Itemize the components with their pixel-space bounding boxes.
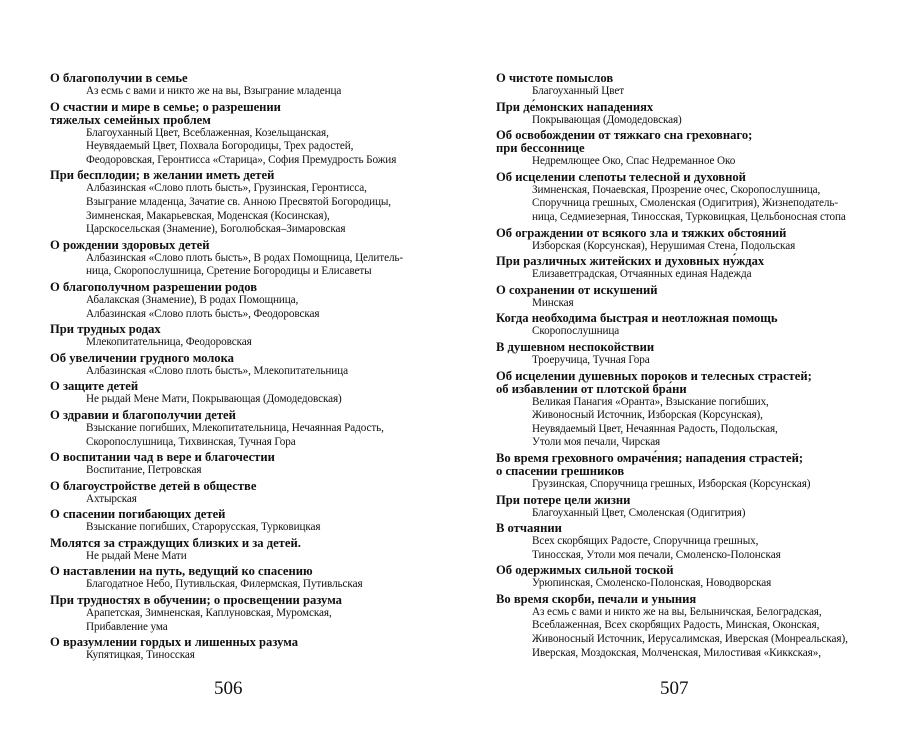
entry-heading: При де́монских нападениях bbox=[496, 99, 654, 114]
entry-heading: При различных житейских и духовных ну́ждах bbox=[496, 254, 765, 269]
entry-heading: В душевном неспокойствии bbox=[496, 339, 655, 354]
icon-list-line: Взыскание погибших, Млекопитательница, Нечаянная Радость, bbox=[86, 421, 384, 434]
page-number-right: 507 bbox=[660, 678, 689, 699]
icon-list-line: Взыграние младенца, Зачатие св. Анною Пресвятой Богородицы, bbox=[86, 195, 391, 208]
entry bbox=[496, 171, 860, 225]
entry bbox=[50, 409, 412, 449]
icon-list-line: Неувядаемый Цвет, Похвала Богородицы, Трех радостей, bbox=[86, 140, 354, 153]
entry-heading: О сохранении от искушений bbox=[496, 282, 658, 297]
entry bbox=[50, 169, 412, 236]
icon-list-line: Не рыдай Мене Мати, Покрывающая (Домодедовская) bbox=[86, 393, 342, 406]
entry-heading: Во время греховного омраче́ния; нападения страстей; bbox=[496, 450, 804, 465]
entry bbox=[496, 494, 860, 521]
icon-list-line: Урюпинская, Смоленско-Полонская, Новодворская bbox=[532, 577, 772, 590]
entry-heading: при бессоннице bbox=[496, 141, 585, 156]
entry bbox=[50, 537, 412, 564]
entry bbox=[50, 565, 412, 592]
icon-list-line: Живоносный Источник, Изборская (Корсунская), bbox=[532, 409, 763, 422]
entry-heading: Об одержимых сильной тоской bbox=[496, 563, 674, 578]
entry-heading: О наставлении на путь, ведущий ко спасению bbox=[50, 564, 313, 579]
entry-heading: О здравии и благополучии детей bbox=[50, 407, 236, 422]
icon-list-line: Абалакская (Знамение), В родах Помощница, bbox=[86, 293, 299, 306]
entry bbox=[50, 480, 412, 507]
entry-heading: О рождении здоровых детей bbox=[50, 237, 210, 252]
entry-heading: При трудностях в обучении; о просвещении разума bbox=[50, 593, 342, 608]
icon-list-line: Царскосельская (Знамение), Боголюбская–Зимаровская bbox=[86, 223, 346, 236]
icon-list-line: Прибавление ума bbox=[86, 620, 168, 633]
icon-list-line: Великая Панагия «Оранта», Взыскание погибших, bbox=[532, 395, 769, 408]
entry-heading: О воспитании чад в вере и благочестии bbox=[50, 450, 275, 465]
entry bbox=[50, 508, 412, 535]
entry-heading: Об увеличении грудного молока bbox=[50, 350, 234, 365]
icon-list-line: Албазинская «Слово плоть бысть», Феодоровская bbox=[86, 307, 320, 320]
entry-heading: о спасении грешников bbox=[496, 463, 625, 478]
entry bbox=[50, 323, 412, 350]
icon-list-line: Аз есмь с вами и никто же на вы, Взыграние младенца bbox=[86, 85, 342, 97]
page-number-left: 506 bbox=[214, 678, 243, 699]
icon-list-line: Взыскание погибших, Старорусская, Турковицкая bbox=[86, 521, 321, 534]
entry bbox=[496, 227, 860, 254]
entry bbox=[496, 452, 860, 492]
entry bbox=[496, 101, 860, 128]
icon-list-line: Недремлющее Око, Спас Недреманное Око bbox=[532, 155, 736, 168]
icon-list-line: Албазинская «Слово плоть бысть», Млекопитательница bbox=[86, 364, 348, 377]
entry bbox=[50, 352, 412, 379]
icon-list-line: Изборская (Корсунская), Нерушимая Стена, Подольская bbox=[532, 239, 796, 252]
entry-heading: Об исцелении душевных пороков и телесных страстей; bbox=[496, 368, 812, 383]
entry-heading: О благополучии в семье bbox=[50, 71, 188, 85]
entry-heading: О благоустройстве детей в обществе bbox=[50, 478, 257, 493]
icon-list-line: Феодоровская, Геронтисса «Старица», София Премудрость Божия bbox=[86, 153, 397, 166]
icon-list-line: Утоли моя печали, Чирская bbox=[532, 436, 661, 449]
entry bbox=[50, 636, 412, 663]
entry-heading: Во время скорби, печали и уныния bbox=[496, 591, 697, 606]
icon-list-line: Благоуханный Цвет, Всеблаженная, Козельщанская, bbox=[86, 126, 329, 139]
entry-heading: Когда необходима быстрая и неотложная помощь bbox=[496, 311, 778, 326]
entry bbox=[50, 72, 412, 99]
icon-list-line: Тиносская, Утоли моя печали, Смоленско-Полонская bbox=[532, 548, 781, 561]
entry-heading: При потере цели жизни bbox=[496, 492, 631, 507]
icon-list-line: Воспитание, Петровская bbox=[86, 464, 202, 477]
entry-heading: Об ограждении от всякого зла и тяжких обстояний bbox=[496, 225, 787, 240]
entry bbox=[496, 564, 860, 591]
icon-list-line: Споручница грешных, Смоленская (Одигитрия), Жизнеподатель- bbox=[532, 197, 839, 210]
icon-list-line: ница, Скоропослушница, Сретение Богородицы и Елисаветы bbox=[86, 265, 372, 278]
icon-list-line: Ахтырская bbox=[86, 492, 137, 505]
icon-list-line: Покрывающая (Домодедовская) bbox=[532, 113, 682, 126]
entry-heading: об избавлении от плотской бра́ни bbox=[496, 381, 687, 396]
entry bbox=[496, 284, 860, 311]
icon-list-line: Зимненская, Макарьевская, Моденская (Косинская), bbox=[86, 209, 330, 222]
entry bbox=[496, 370, 860, 450]
left-page bbox=[50, 72, 412, 665]
icon-list-line: ница, Седмиезерная, Тиносская, Турковицкая, Цельбоносная стопа bbox=[532, 210, 846, 223]
entry bbox=[496, 72, 860, 99]
entry-heading: О чистоте помыслов bbox=[496, 71, 614, 85]
entry-heading: О защите детей bbox=[50, 379, 139, 394]
icon-list-line: Скоропослушница, Тихвинская, Тучная Гора bbox=[86, 435, 296, 448]
entry-heading: Об освобождении от тяжкаго сна греховнаго; bbox=[496, 128, 753, 143]
icon-list-line: Купятицкая, Тиносская bbox=[86, 649, 195, 662]
icon-list-line: Елизаветградская, Отчаянных единая Надежда bbox=[532, 268, 752, 281]
icon-list-line: Всех скорбящих Радосте, Споручница грешных, bbox=[532, 535, 759, 548]
entry-heading: В отчаянии bbox=[496, 521, 562, 536]
icon-list-line: Албазинская «Слово плоть бысть», Грузинская, Геронтисса, bbox=[86, 182, 367, 195]
icon-list-line: Не рыдай Мене Мати bbox=[86, 549, 187, 562]
entry bbox=[496, 593, 860, 660]
entry bbox=[50, 281, 412, 321]
entry bbox=[50, 594, 412, 634]
icon-list-line: Аз есмь с вами и никто же на вы, Белыничская, Белоградская, bbox=[532, 605, 822, 618]
right-page bbox=[496, 72, 860, 662]
icon-list-line: Зимненская, Почаевская, Прозрение очес, Скоропослушница, bbox=[532, 183, 821, 196]
entry bbox=[50, 451, 412, 478]
entry-heading: О благополучном разрешении родов bbox=[50, 279, 258, 294]
icon-list-line: Арапетская, Зимненская, Каплуновская, Муромская, bbox=[86, 607, 332, 620]
entry bbox=[50, 101, 412, 168]
icon-list-line: Живоносный Источник, Иерусалимская, Иверская (Монреальская), bbox=[532, 633, 848, 646]
icon-list-line: Скоропослушница bbox=[532, 325, 620, 338]
entry-heading: тяжелых семейных проблем bbox=[50, 112, 211, 127]
entry-heading: При бесплодии; в желании иметь детей bbox=[50, 168, 275, 183]
entry bbox=[496, 341, 860, 368]
icon-list-line: Троеручица, Тучная Гора bbox=[532, 353, 650, 366]
entry-heading: О спасении погибающих детей bbox=[50, 507, 226, 522]
icon-list-line: Млекопитательница, Феодоровская bbox=[86, 336, 252, 349]
entry bbox=[50, 239, 412, 279]
entry-heading: При трудных родах bbox=[50, 322, 161, 337]
entry-heading: О счастии и мире в семье; о разрешении bbox=[50, 99, 281, 114]
icon-list-line: Албазинская «Слово плоть бысть», В родах Помощница, Целитель- bbox=[86, 251, 404, 264]
icon-list-line: Неувядаемый Цвет, Нечаянная Радость, Подольская, bbox=[532, 422, 778, 435]
icon-list-line: Иверская, Моздокская, Молченская, Милостивая «Киккская», bbox=[532, 646, 821, 659]
entry bbox=[50, 380, 412, 407]
entry-heading: О вразумлении гордых и лишенных разума bbox=[50, 635, 299, 650]
icon-list-line: Благоуханный Цвет bbox=[532, 85, 625, 97]
entry bbox=[496, 312, 860, 339]
entry bbox=[496, 522, 860, 562]
icon-list-line: Грузинская, Споручница грешных, Изборская (Корсунская) bbox=[532, 477, 811, 490]
entry-heading: Молятся за страждущих близких и за детей. bbox=[50, 535, 301, 550]
entry bbox=[496, 255, 860, 282]
icon-list-line: Благоуханный Цвет, Смоленская (Одигитрия) bbox=[532, 506, 746, 519]
entry bbox=[496, 129, 860, 169]
icon-list-line: Всеблаженная, Всех скорбящих Радость, Минская, Оконская, bbox=[532, 619, 820, 632]
entry-heading: Об исцелении слепоты телесной и духовной bbox=[496, 169, 746, 184]
icon-list-line: Благодатное Небо, Путивльская, Филермская, Путивльская bbox=[86, 578, 363, 591]
icon-list-line: Минская bbox=[532, 296, 574, 309]
